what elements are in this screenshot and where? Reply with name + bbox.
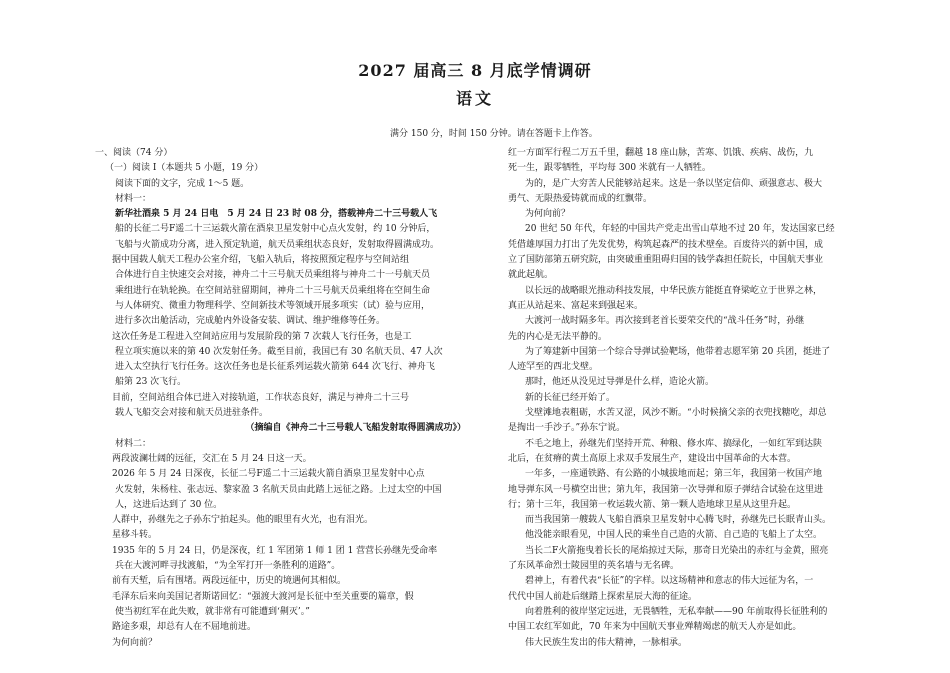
left-text-line: 使当初红军在此失败，就非常有可能遭到‘劓灭’。” (115, 606, 310, 617)
left-text-line: 星移斗转。 (112, 530, 158, 541)
left-text-line: 1935 年的 5 月 24 日，仍是深夜，红 1 军团第 1 师 1 团 1 营营长孙继先受命率 (112, 545, 438, 556)
left-text-line: 据中国载人航天工程办公室介绍，飞船入轨后，将按照预定程序与空间站组 (112, 255, 410, 266)
left-text-line: 与人体研究、微重力物理科学、空间新技术等领域开展多项实（试）验与应用， (115, 300, 431, 311)
right-text-line: 戈壁滩地表粗砺，水苦又涩，风沙不断。“小时候摘父亲的衣兜找糖吃，却总 (525, 408, 827, 419)
left-text-line: 前有天堑，后有围堵。两段远征中，历史的境遇何其相似。 (112, 576, 347, 587)
right-text-line: 伟大民族生发出的伟大精神，一脉相承。 (525, 637, 688, 648)
left-text-line: 火发射，朱杨柱、张志远、黎家盈 3 名航天员由此踏上远征之路。上过太空的中国 (115, 484, 442, 495)
right-text-line: 为何向前？ (525, 209, 571, 220)
left-text-line: 这次任务是工程进入空间站应用与发展阶段的第 7 次载人飞行任务，也是工 (112, 331, 412, 342)
right-text-line: 红一方面军行程二万五千里，翻越 18 座山脉，苦寒、饥饿、疾病、战伤，九 (508, 148, 814, 158)
right-text-line: 以长远的战略眼光推动科技发展，中华民族方能挺直脊梁屹立于世界之林， (525, 285, 823, 296)
left-text-line: 人群中，孙继先之子孙东宁拍起头。他的眼里有火光，也有泪光。 (112, 515, 374, 526)
right-text-line: 大渡河一战时隔多年。再次接到老首长要荣交代的“战斗任务”时，孙继 (525, 316, 805, 327)
right-text-line: 立了国防部第五研究院，由突破重重阻碍归国的钱学森担任院长，中国航天事业 (508, 255, 824, 266)
right-text-line: 为的，是广大穷苦人民能够站起来。这是一条以坚定信仰、顽强意志、极大 (525, 178, 823, 189)
left-text-line: 材料一： (115, 193, 152, 204)
left-text-line: 合体进行自主快速交会对接，神舟二十三号航天员乘组将与神舟二十一号航天员 (115, 270, 431, 281)
left-text-line: 为何向前？ (112, 637, 158, 648)
right-text-line: 当长二F火箭拖曳着长长的尾焰掠过天际，那奇日光染出的赤红与金黄，照亮 (525, 545, 829, 556)
left-column (95, 146, 470, 651)
right-text-line: 代代中国人前赴后继踏上探索星辰大海的征途。 (508, 591, 698, 602)
right-text-line: 新的长征已经开始了。 (525, 392, 616, 403)
right-text-line: 凭借雄厚国力打出了先发优势，构筑起森严的技术壁垒。百废待兴的新中国，成 (508, 239, 824, 250)
exam-instructions: 满分 150 分，时间 150 分钟。请在答题卡上作答。 (390, 129, 598, 139)
right-text-line: 北后，在贫瘠的黄土高原上求双手发展生产，建设出中国革命的大本营。 (508, 453, 797, 464)
right-text-line: 而当我国第一艘载人飞船自酒泉卫星发射中心腾飞时，孙继先已长眠青山头。 (525, 515, 832, 526)
left-text-line: 程立项实施以来的第 40 次发射任务。截至目前，我国已有 30 名航天员、47 人次 (115, 346, 443, 357)
left-text-line: 乘组进行在轨轮换。在空间站驻留期间，神舟二十三号航天员乘组将在空间生命 (115, 285, 431, 296)
left-text-line: 毛泽东后来向美国记者斯诺回忆：“强渡大渡河是长征中至关重要的篇章，假 (112, 591, 414, 602)
right-text-line: 是掏出一手沙子。”孙东宁说。 (508, 423, 626, 434)
right-text-line: 地导弹东风一号横空出世；第九年，我国第一次导弹和原子弹结合试验在这里进 (508, 484, 824, 495)
right-text-line: 他没能亲眼看见，中国人民的乘坐自己造的火箭、自己造的飞船上了太空。 (525, 530, 823, 541)
left-text-line: （一）阅读 I（本题共 5 小题，19 分） (105, 163, 264, 174)
right-text-line: 不毛之地上，孙继先们坚持开荒、种粮、修水库、搞绿化，一如红军到达陕 (525, 438, 823, 449)
right-text-line: 死一生，跟零牺牲，平均每 300 米就有一人牺牲。 (508, 163, 711, 174)
left-text-line: 载人飞船交会对接和航天员进驻条件。 (115, 408, 269, 419)
right-text-line: 为了筹建新中国第一个综合导弹试验靶场，他带着志愿军第 20 兵团，挺进了 (525, 346, 831, 357)
right-column (508, 146, 888, 651)
left-text-line: 目前，空间站组合体已进入对接轨道，工作状态良好，满足与神舟二十三号 (112, 392, 410, 403)
exam-title: 2027 届高三 8 月底学情调研 (358, 61, 592, 80)
subject-title: 语文 (455, 89, 494, 108)
right-text-line: 先的内心是无法平静的。 (508, 331, 608, 342)
left-text-line: （摘编自《神舟二十三号载人飞船发射取得圆满成功》） (245, 423, 466, 434)
left-text-line: 飞船与火箭成功分离，进入预定轨道，航天员乘组状态良好，发射取得圆满成功。 (115, 239, 440, 250)
left-text-line: 兵在大渡河畔寻找渡船，“为全军打开一条胜利的道路”。 (115, 561, 341, 572)
right-text-line: 一年多，一座通铁路、有公路的小城拔地而起；第三年，我国第一枚国产地 (525, 469, 823, 480)
right-text-line: 20 世纪 50 年代，年轻的中国共产党走出雪山草地不过 20 年，发达国家已经 (525, 224, 835, 235)
right-text-line: 勇气、无限热爱铸就而成的红飘带。 (508, 193, 653, 204)
left-text-line: 阅读下面的文字，完成 1～5 题。 (115, 178, 250, 189)
left-text-line: 材料二： (115, 438, 152, 449)
right-text-line: 行；第十三年，我国第一枚运载火箭、第一颗人造地球卫星从这里升起。 (508, 499, 797, 510)
left-text-line: 进行多次出舱活动，完成舱内外设备安装、调试、维护维修等任务。 (115, 316, 386, 327)
left-text-line: 人，这进后达到了 30 位。 (115, 499, 223, 510)
left-text-line: 新华社酒泉 5 月 24 日电 5 月 24 日 23 时 08 分，搭载神舟二十三号载人飞 (115, 209, 438, 220)
left-text-line: 2026 年 5 月 24 日深夜，长征二号F遥二十三运载火箭自酒泉卫星发射中心点 (112, 469, 425, 480)
right-text-line: 向着胜利的彼岸坚定远进，无畏牺牲，无私奉献——90 年前取得长征胜利的 (525, 606, 828, 617)
right-text-line: 了东风革命烈士陵园里的英名墙与无名碑。 (508, 561, 680, 572)
left-text-line: 一、阅读（74 分） (95, 148, 173, 158)
right-text-line: 那时，他还从没见过导弹是什么样，造论火箭。 (525, 377, 715, 388)
left-text-line: 船的长征二号F遥二十三运载火箭在酒泉卫星发射中心点火发射，约 10 分钟后， (115, 224, 436, 235)
left-text-line: 船第 23 次飞行。 (115, 377, 187, 388)
left-text-line: 进入太空执行飞行任务。这次任务也是长征系列运载火箭第 644 次飞行、神舟飞 (115, 362, 435, 373)
right-text-line: 就此起航。 (508, 270, 554, 281)
right-text-line: 碧神上，有着代表“长征”的字样。以这场精神和意志的伟大远征为名，一 (525, 576, 814, 587)
left-text-line: 路途多艰，却总有人在不屈地前进。 (112, 622, 257, 633)
right-text-line: 中国工农红军如此，70 年来为中国航天事业殚精竭虑的航天人亦是如此。 (508, 622, 802, 633)
right-text-line: 真正从站起来、富起来到强起来。 (508, 300, 644, 311)
right-text-line: 人迹罕至的西北戈壁。 (508, 362, 599, 373)
left-text-line: 两段波澜壮阔的远征，交汇在 5 月 24 日这一天。 (112, 453, 312, 464)
